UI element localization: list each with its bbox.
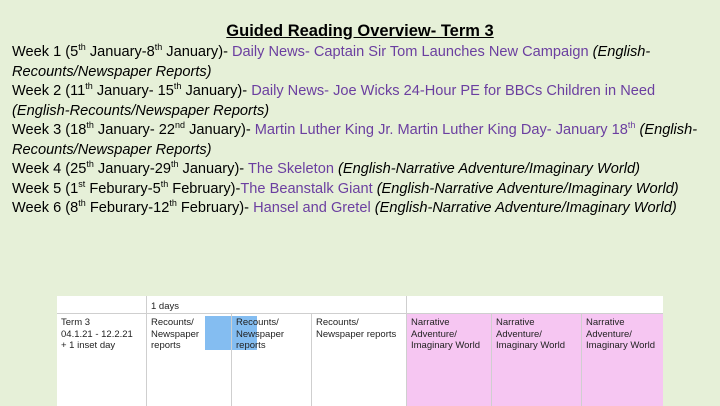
- ordinal: th: [78, 198, 86, 209]
- ordinal: th: [86, 159, 94, 170]
- cell-text: Imaginary World: [586, 340, 655, 351]
- cell-text: + 1 inset day: [61, 340, 116, 351]
- cell-text: Recounts/: [236, 317, 279, 328]
- cell-text: Narrative: [411, 317, 450, 328]
- ordinal: th: [169, 198, 177, 209]
- story-title: The Skeleton: [247, 161, 334, 177]
- week-dates: Week 5 (1: [12, 180, 79, 197]
- ordinal: th: [160, 178, 169, 189]
- week-dates: January)-: [185, 122, 255, 138]
- page-title: Guided Reading Overview- Term 3: [226, 22, 494, 40]
- week-dates: Week 3 (18: [12, 122, 87, 138]
- week-dates: January)-: [178, 161, 248, 177]
- timetable-image: [57, 296, 663, 406]
- week-dates: January-29: [93, 161, 171, 177]
- week-dates: January- 15: [92, 83, 174, 99]
- cell-text: Newspaper reports: [316, 328, 397, 340]
- story-title: Martin Luther King Jr. Martin Luther King Day- January 18: [254, 122, 628, 138]
- genre-label: (English-Recounts/Newspaper Reports): [12, 102, 270, 119]
- genre-label: (English-Narrative Adventure/Imaginary World): [376, 180, 679, 197]
- cell-text: Narrative: [586, 317, 625, 328]
- cell-text: 04.1.21 - 12.2.21: [61, 328, 133, 340]
- ordinal: th: [85, 81, 93, 92]
- genre-label: (English-Recounts/Newspaper Reports): [12, 44, 651, 80]
- week-dates: January)-: [162, 44, 232, 60]
- cell-text: Adventure/: [496, 328, 542, 340]
- ordinal: th: [170, 159, 179, 170]
- timetable-header-row: [57, 296, 663, 314]
- week-item: [12, 43, 716, 82]
- week-dates: Week 4 (25: [12, 161, 87, 177]
- cell-text: Imaginary World: [411, 340, 480, 351]
- cell-text: reports: [236, 340, 266, 351]
- story-title: Daily News- Captain Sir Tom Launches New Campaign: [231, 44, 589, 60]
- genre-label: (English-Narrative Adventure/Imaginary World): [374, 200, 677, 216]
- timetable-cell: [582, 314, 663, 406]
- ordinal: th: [154, 42, 163, 53]
- timetable-header-cell: [57, 296, 147, 313]
- cell-text: reports: [151, 340, 181, 351]
- timetable-header-cell: [147, 296, 407, 313]
- week-item: [12, 180, 716, 200]
- ordinal: th: [173, 81, 182, 92]
- story-title: The Beanstalk Giant: [240, 180, 373, 197]
- genre-label: (English-Recounts/Newspaper Reports): [12, 122, 698, 158]
- timetable-cell: [312, 314, 407, 406]
- ordinal: th: [627, 120, 636, 131]
- timetable-cell: [492, 314, 582, 406]
- genre-label: (English-Narrative Adventure/Imaginary World): [338, 161, 640, 177]
- cell-text: Newspaper: [151, 328, 200, 340]
- week-dates: January-8: [85, 44, 155, 60]
- cell-text: Newspaper: [236, 328, 285, 340]
- week-dates: January)-: [181, 83, 252, 99]
- timetable-cell: [407, 314, 492, 406]
- timetable-cell: [232, 314, 312, 406]
- week-item: [12, 121, 716, 160]
- cell-text: Recounts/: [151, 317, 194, 328]
- ordinal: th: [86, 120, 94, 131]
- timetable-header-cell: [407, 296, 663, 313]
- ordinal: th: [78, 42, 86, 53]
- week-dates: February)-: [176, 200, 254, 216]
- week-dates: Feburary-5: [85, 180, 161, 197]
- week-dates: Week 6 (8: [12, 200, 79, 216]
- week-dates: Week 1 (5: [12, 44, 79, 60]
- story-title: Hansel and Gretel: [253, 200, 371, 216]
- cell-text: Narrative: [496, 317, 535, 328]
- week-dates: January- 22: [93, 122, 175, 138]
- cell-text: Recounts/: [316, 317, 359, 328]
- story-title: Daily News- Joe Wicks 24-Hour PE for BBCs Children in Need: [251, 83, 656, 99]
- ordinal: st: [78, 178, 86, 189]
- timetable-header-note: 1 days: [151, 301, 179, 312]
- week-dates: February)-: [168, 180, 241, 197]
- week-dates: Week 2 (11: [12, 83, 86, 99]
- week-item: [12, 160, 716, 180]
- cell-text: Imaginary World: [496, 340, 565, 351]
- week-item: [12, 199, 716, 219]
- timetable-cell: [147, 314, 232, 406]
- week-item: [12, 82, 716, 121]
- ordinal: nd: [175, 120, 186, 131]
- week-dates: Feburary-12: [85, 200, 170, 216]
- cell-text: Term 3: [61, 317, 91, 328]
- term-cell: [57, 314, 147, 406]
- cell-text: Adventure/: [586, 328, 632, 340]
- weeks-list: [12, 43, 716, 219]
- cell-text: Adventure/: [411, 328, 457, 340]
